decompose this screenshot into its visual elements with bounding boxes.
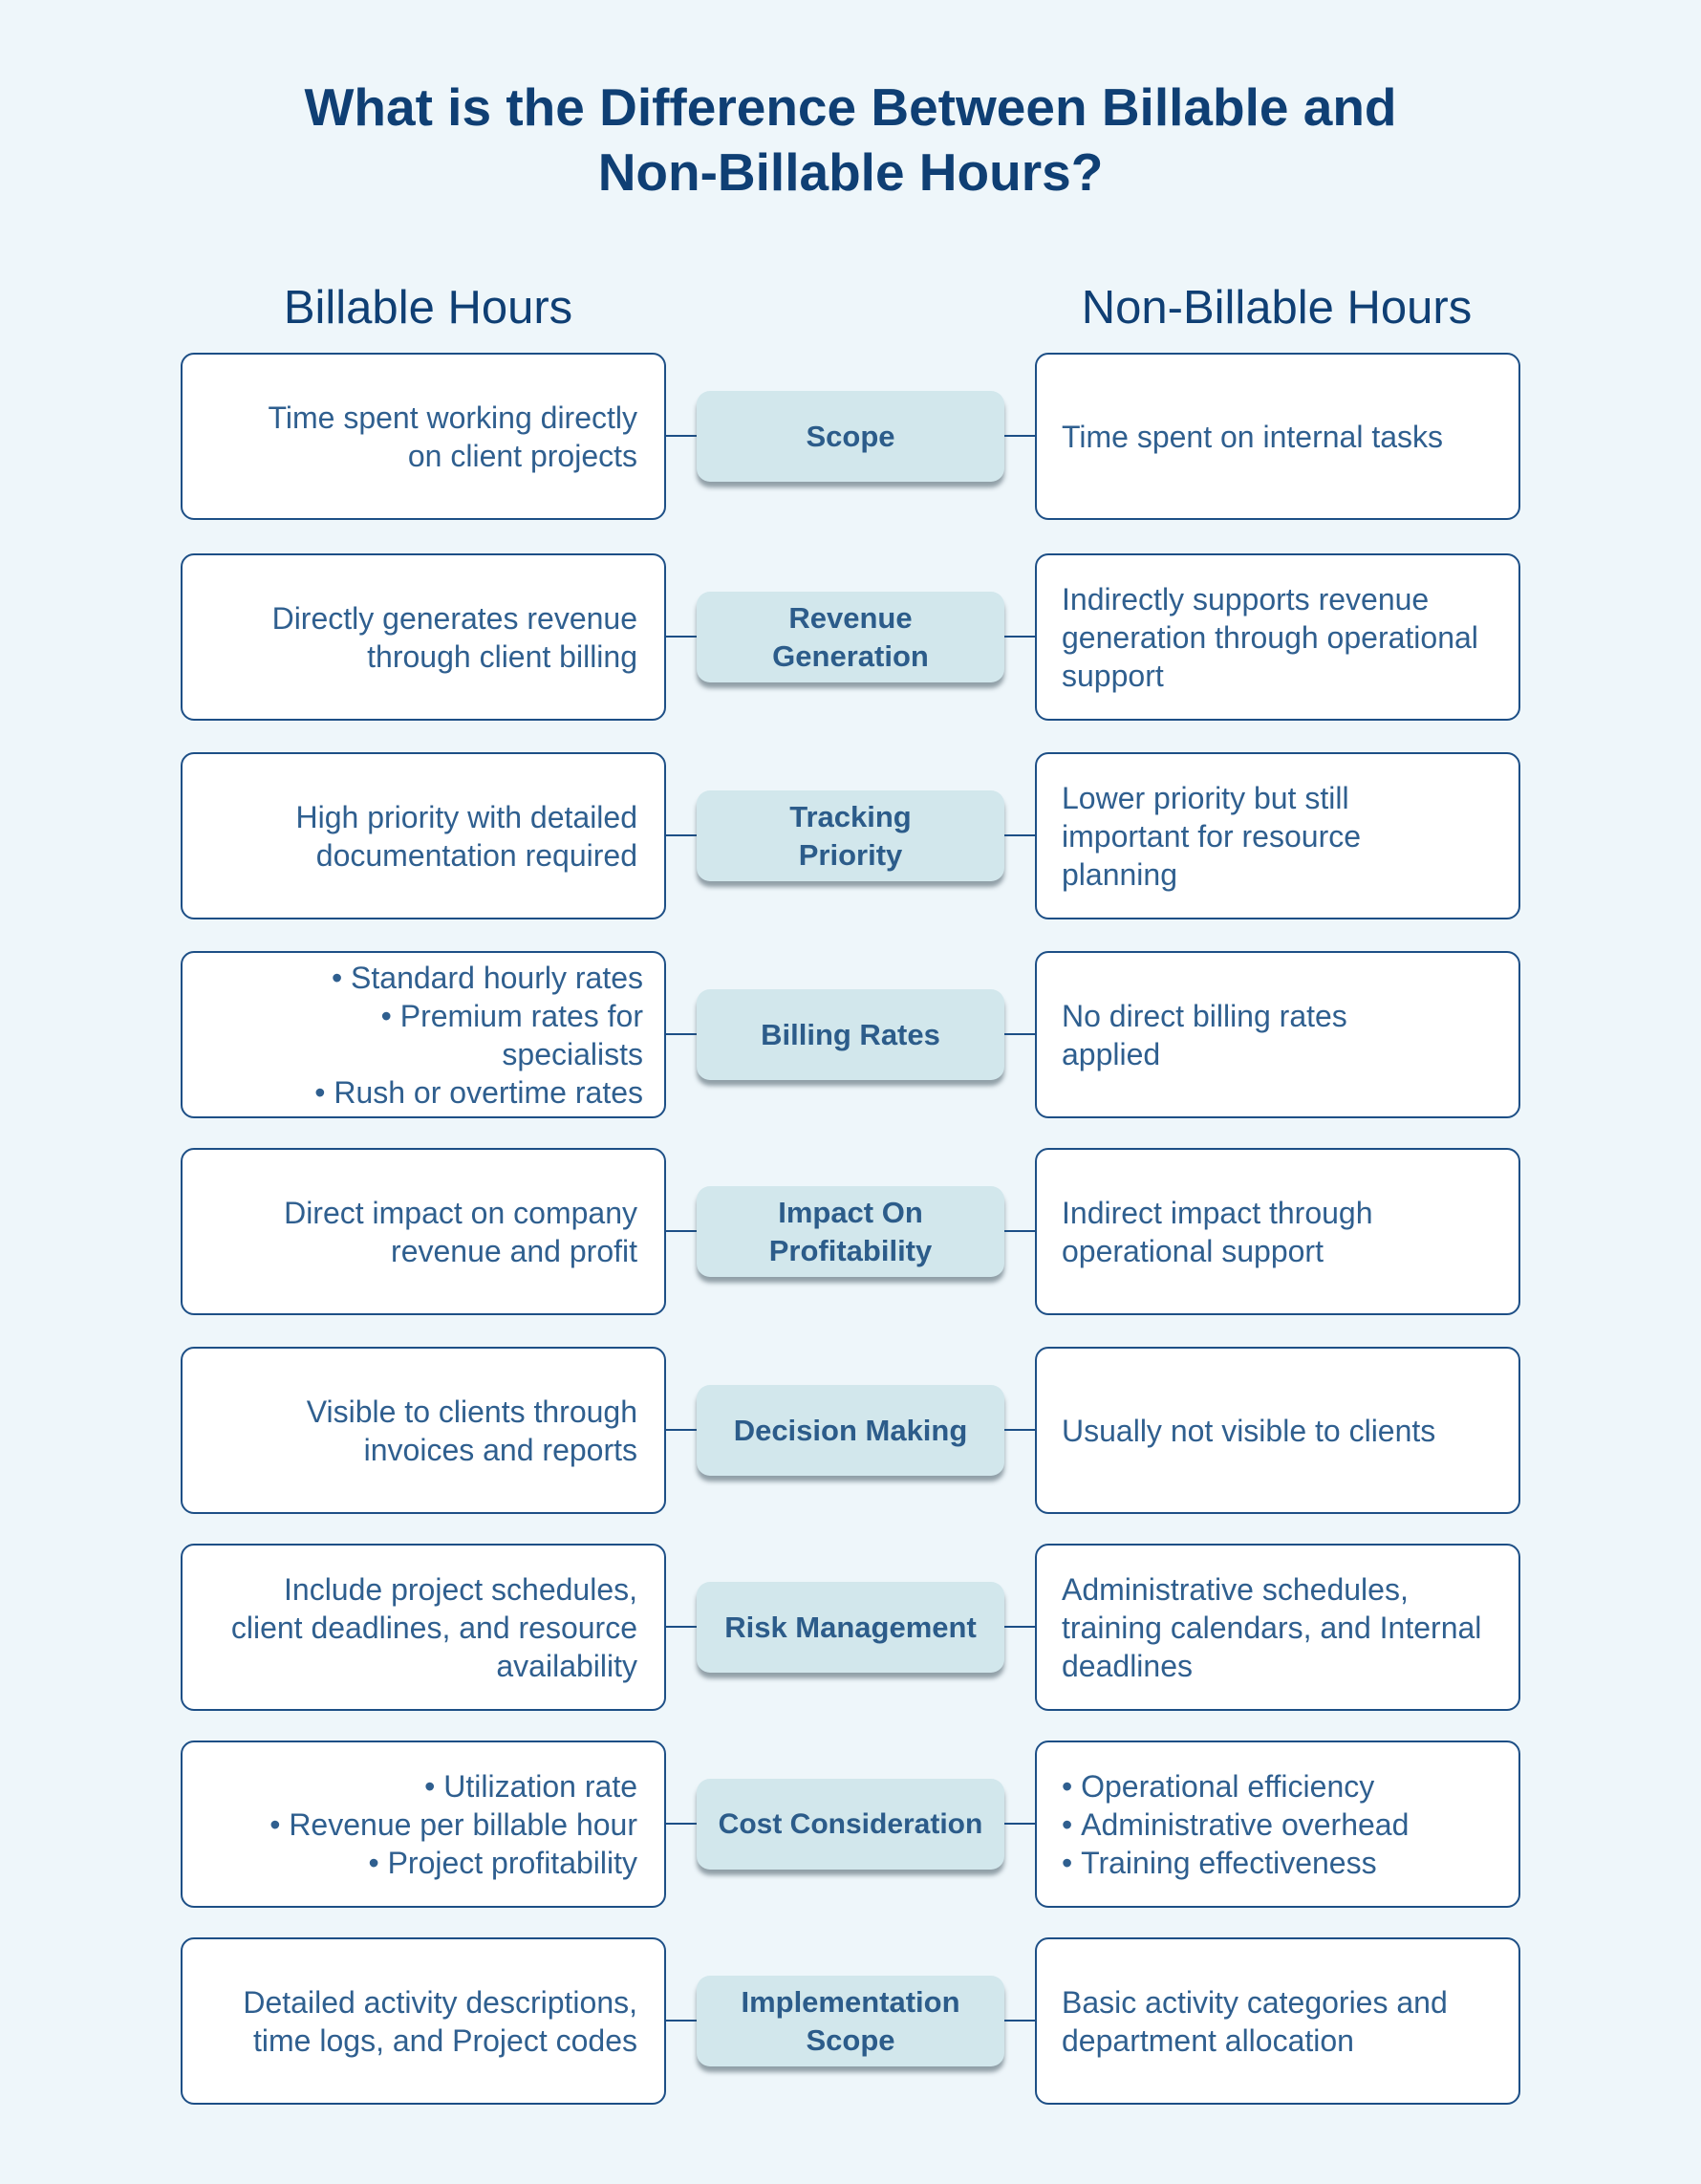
category-label-text: Billing Rates [761,1017,940,1051]
billable-cell [181,1347,666,1514]
billable-text: Direct impact on company revenue and profit [284,1195,637,1268]
connector-line [1004,1429,1035,1431]
billable-list-item: • Standard hourly rates [314,959,643,997]
connector-line [666,1230,697,1232]
connector-line [1004,435,1035,437]
connector-line [666,1429,697,1431]
category-label [697,790,1004,881]
billable-text: High priority with detailed documentation required [295,799,637,873]
connector-line [1004,636,1035,638]
comparison-row-revenue-generation [0,553,1701,724]
non-billable-text: Basic activity categories and department allocation [1062,1984,1448,2058]
comparison-row-implementation-scope [0,1937,1701,2108]
page-title [0,75,1701,205]
comparison-row-risk-management [0,1544,1701,1714]
billable-list [314,959,643,1112]
billable-cell [181,1544,666,1711]
connector-line [666,1033,697,1035]
category-label [697,391,1004,482]
comparison-row-billing-rates [0,951,1701,1121]
connector-line [666,2020,697,2022]
billable-text: Visible to clients through invoices and reports [306,1394,637,1467]
connector-line [1004,834,1035,836]
connector-line [1004,1033,1035,1035]
non-billable-text: Lower priority but still important for resource planning [1062,780,1362,892]
connector-line [1004,2020,1035,2022]
billable-text: Detailed activity descriptions, time logs, and Project codes [243,1984,637,2058]
comparison-row-cost-consideration [0,1741,1701,1911]
billable-cell [181,752,666,919]
category-label-text: Impact On Profitability [768,1195,933,1267]
non-billable-cell [1035,353,1520,520]
billable-list-item: • Rush or overtime rates [314,1073,643,1112]
category-label [697,1385,1004,1476]
non-billable-list [1062,1767,1409,1882]
non-billable-cell [1035,1937,1520,2105]
non-billable-list-item: • Operational efficiency [1062,1767,1409,1806]
connector-line [1004,1230,1035,1232]
billable-cell [181,951,666,1118]
category-label-text: Implementation Scope [741,1984,960,2057]
category-label [697,1186,1004,1277]
non-billable-cell [1035,553,1520,721]
comparison-row-impact-on-profitability [0,1148,1701,1318]
billable-column-heading: Billable Hours [283,282,573,334]
non-billable-cell [1035,951,1520,1118]
non-billable-text: No direct billing rates applied [1062,998,1347,1071]
billable-cell [181,553,666,721]
comparison-row-tracking-priority [0,752,1701,922]
non-billable-text: Administrative schedules, training calendars, and Internal deadlines [1062,1571,1482,1683]
comparison-row-scope [0,353,1701,523]
billable-text: Include project schedules, client deadlines, and resource availability [230,1571,637,1683]
category-label-text: Cost Consideration [718,1807,983,1840]
category-label [697,1582,1004,1673]
connector-line [666,435,697,437]
category-label-text: Tracking Priority [789,799,912,872]
billable-list-item: • Revenue per billable hour [269,1806,637,1844]
connector-line [1004,1626,1035,1628]
title-line-1: What is the Difference Between Billable and [304,77,1397,137]
non-billable-column-heading: Non-Billable Hours [1081,282,1473,334]
non-billable-cell [1035,1741,1520,1908]
connector-line [666,636,697,638]
category-label [697,592,1004,682]
non-billable-cell [1035,1544,1520,1711]
non-billable-text: Indirect impact through operational support [1062,1195,1373,1268]
category-label-text: Revenue Generation [772,600,929,673]
category-label [697,1976,1004,2066]
connector-line [666,1626,697,1628]
non-billable-cell [1035,1347,1520,1514]
non-billable-cell [1035,1148,1520,1315]
connector-line [1004,1823,1035,1825]
non-billable-cell [1035,752,1520,919]
non-billable-list-item: • Administrative overhead [1062,1806,1409,1844]
billable-cell [181,1148,666,1315]
title-line-2: Non-Billable Hours? [597,142,1104,202]
category-label-text: Decision Making [733,1413,968,1447]
billable-cell [181,1937,666,2105]
connector-line [666,834,697,836]
category-label-text: Scope [806,419,895,453]
billable-cell [181,353,666,520]
billable-list-item: • Premium rates for specialists [337,997,643,1073]
non-billable-text: Indirectly supports revenue generation through operational support [1062,581,1478,693]
billable-cell [181,1741,666,1908]
billable-list [269,1767,637,1882]
category-label-text: Risk Management [724,1610,977,1644]
connector-line [666,1823,697,1825]
non-billable-text: Usually not visible to clients [1062,1413,1436,1448]
billable-list-item: • Utilization rate [269,1767,637,1806]
category-label [697,1779,1004,1870]
comparison-row-decision-making [0,1347,1701,1517]
category-label [697,989,1004,1080]
billable-text: Time spent working directly on client projects [268,400,637,473]
billable-list-item: • Project profitability [269,1844,637,1882]
billable-text: Directly generates revenue through client billing [271,600,637,674]
non-billable-list-item: • Training effectiveness [1062,1844,1409,1882]
non-billable-text: Time spent on internal tasks [1062,419,1443,454]
